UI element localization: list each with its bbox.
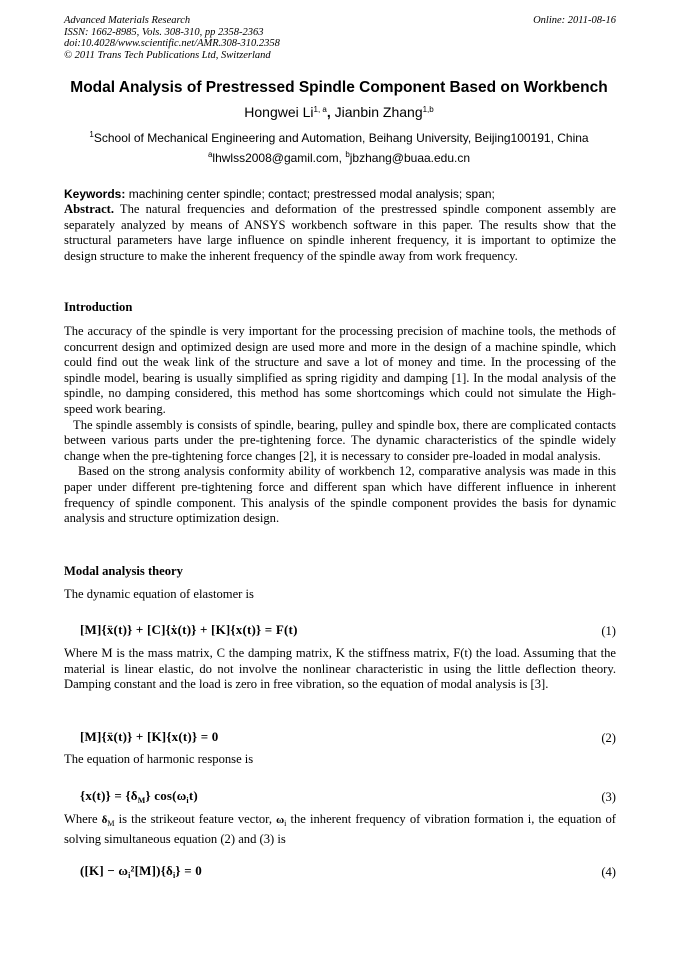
journal-issn: ISSN: 1662-8985, Vols. 308-310, pp 2358-2363 — [64, 26, 264, 38]
author-separator: , — [326, 104, 331, 120]
equation-4-subscript: i — [172, 871, 176, 880]
equation-3 — [80, 788, 198, 805]
abstract — [64, 202, 616, 264]
email-b-superscript: b — [345, 150, 350, 159]
equation-3-part: {x(t)} = {δ — [80, 788, 138, 803]
symbol-delta: δ — [101, 814, 108, 826]
abstract-label: Abstract. — [64, 202, 115, 216]
journal-header — [64, 15, 616, 61]
introduction-paragraph-2: The spindle assembly is consists of spindle, bearing, pulley and spindle box, there are complicated contacts between various parts under the pre-tightening force. The dynamic characteristics of the spindle widely change when the pre-tightening force changes [2], it is necessary to consider pre-loaded in modal analysis. — [64, 417, 616, 463]
online-date: Online: 2011-08-16 — [533, 15, 616, 26]
modal-paragraph-2: Where M is the mass matrix, C the damping matrix, K the stiffness matrix, F(t) the load. Assuming that the material is linear elastic, do not involve the nonlinear characteristic in using the little deflection theory. Damping constant and the load is zero in free vibration, so the equation of modal analysis is [3]. — [64, 646, 616, 692]
symbol-subscript: i — [284, 819, 287, 828]
introduction-paragraph-3: Based on the strong analysis conformity ability of workbench 12, comparative analysis was made in this paper under different pre-tightening force and different span which have different influence in inherent frequency of spindle component. This analysis of the spindle component provides the basis for dynamic analysis and structure optimization design. — [64, 464, 616, 526]
equation-1: [M]{ẍ(t)} + [C]{ẋ(t)} + [K]{x(t)} = F(t) — [80, 622, 298, 637]
equation-3-number: (3) — [601, 790, 616, 804]
author-2-superscript: 1,b — [422, 105, 434, 114]
affiliation-superscript: 1 — [89, 130, 94, 139]
equation-3-subscript: i — [186, 796, 189, 805]
symbol-omega: ω — [276, 814, 285, 826]
equation-4 — [80, 863, 202, 880]
paper-title: Modal Analysis of Prestressed Spindle Component Based on Workbench — [70, 79, 608, 96]
equation-4-number: (4) — [601, 865, 616, 879]
author-emails — [0, 151, 678, 165]
affiliation-text: School of Mechanical Engineering and Automation, Beihang University, Beijing100191, China — [93, 131, 589, 145]
email-a-superscript: a — [207, 150, 213, 159]
equation-4-part: ([K] − ω — [80, 863, 129, 878]
equation-4-subscript: i — [128, 871, 131, 880]
introduction-paragraph-1: The accuracy of the spindle is very important for the processing precision of machine tools, the methods of concurrent design and optimized design are used more and more in the design of a machine spindle, which could find out the weak link of the structure and save a lot of money and time. In the processing of the spindle model, bearing is usually simplified as spring rigidity and damping [1]. In the modal analysis of the spindle, no damping considered, this method has some shortcomings which could not simulate the High-speed work bearing. — [64, 324, 616, 416]
author-1-name: Hongwei Li — [244, 104, 314, 120]
modal-theory-heading: Modal analysis theory — [64, 564, 183, 578]
paragraph-text: Where — [64, 812, 102, 826]
keywords-text: machining center spindle; contact; prestressed modal analysis; span; — [125, 187, 495, 201]
abstract-text: The natural frequencies and deformation of the prestressed spindle component assembly are separately analyzed by means of ANSYS workbench software in this paper. The results show that the structural parameters have large influence on spindle inherent frequency, it is important to optimize the design structure to make the inherent frequency of the spindle away from work frequency. — [64, 202, 616, 263]
modal-paragraph-4 — [64, 812, 616, 847]
email-b: jbzhang@buaa.edu.cn — [349, 151, 471, 165]
equation-3-part: t) — [188, 788, 198, 803]
paragraph-text: is the strikeout feature vector, — [114, 812, 277, 826]
journal-name: Advanced Materials Research — [64, 15, 191, 26]
equation-4-part: } = 0 — [175, 863, 202, 878]
journal-copyright: © 2011 Trans Tech Publications Ltd, Switzerland — [64, 49, 271, 61]
modal-paragraph-3: The equation of harmonic response is — [64, 752, 254, 766]
author-1-superscript: 1, a — [313, 105, 327, 114]
modal-paragraph-1: The dynamic equation of elastomer is — [64, 587, 254, 601]
keywords — [64, 187, 616, 201]
author-line — [0, 104, 678, 120]
equation-4-part: ²[M]){δ — [130, 863, 173, 878]
introduction-body — [64, 324, 616, 527]
equation-3-part: } cos(ω — [145, 788, 187, 803]
author-2-name: Jianbin Zhang — [330, 104, 423, 120]
equation-2: [M]{ẍ(t)} + [K]{x(t)} = 0 — [80, 729, 219, 744]
affiliation — [0, 131, 678, 145]
symbol-subscript: M — [107, 819, 115, 828]
email-a: lhwlss2008@gamil.com, — [212, 151, 342, 165]
introduction-heading: Introduction — [64, 300, 133, 314]
paragraph-text: the inherent frequency of vibration formation i, the equation of solving simultaneous equation (2) and (3) is — [64, 812, 616, 846]
equation-1-number: (1) — [601, 624, 616, 638]
equation-3-subscript: M — [137, 796, 146, 805]
equation-2-number: (2) — [601, 731, 616, 745]
keywords-label: Keywords: — [64, 187, 126, 201]
journal-doi: doi:10.4028/www.scientific.net/AMR.308-310.2358 — [64, 38, 280, 49]
